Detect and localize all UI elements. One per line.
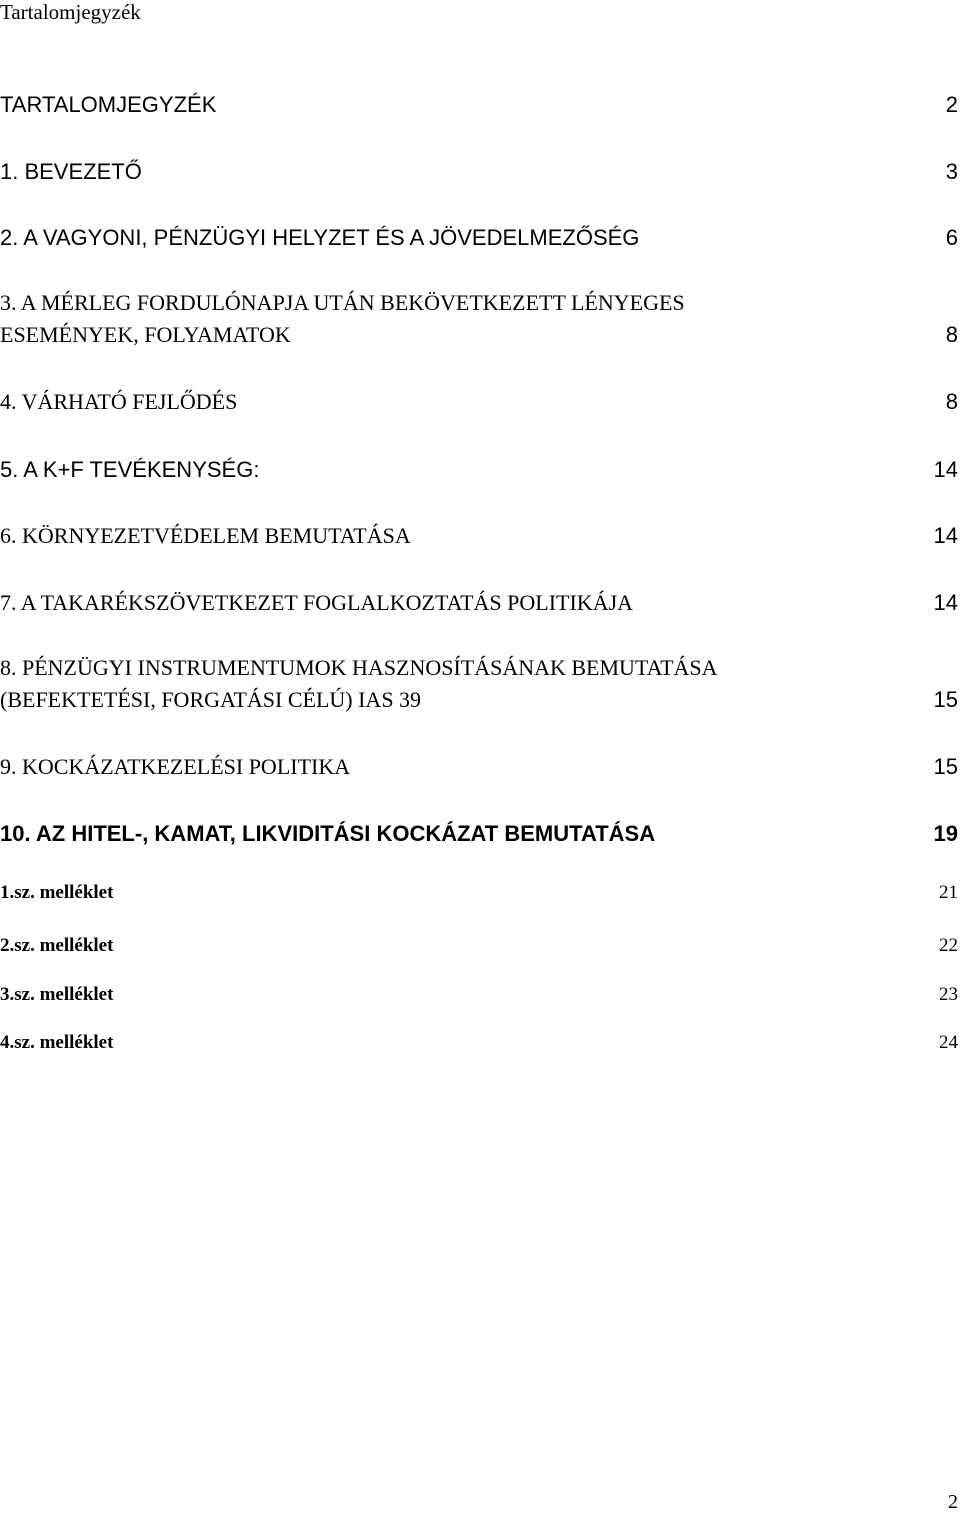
toc-entry-credit-risk[interactable] <box>0 815 960 847</box>
toc-entry-title: 4.sz. melléklet <box>0 1032 114 1053</box>
toc-entry-contents[interactable] <box>0 86 960 118</box>
toc-entry-page: 23 <box>939 984 958 1005</box>
toc-entry-page: 3 <box>945 159 958 184</box>
toc-entry-page: 8 <box>945 322 958 347</box>
toc-entry-appendix-1[interactable] <box>0 872 960 904</box>
toc-entry-page: 15 <box>933 754 958 779</box>
toc-entry-page: 14 <box>933 523 958 548</box>
toc-entry-title: 2. A VAGYONI, PÉNZÜGYI HELYZET ÉS A JÖVEDELMEZŐSÉG <box>0 225 640 250</box>
page-header-title: Tartalomjegyzék <box>0 0 141 24</box>
toc-entry-title: 1. BEVEZETŐ <box>0 159 142 184</box>
toc-entry-title: 7. A TAKARÉKSZÖVETKEZET FOGLALKOZTATÁS POLITIKÁJA <box>0 590 634 615</box>
toc-entry-introduction[interactable] <box>0 153 960 185</box>
toc-entry-title: 2.sz. melléklet <box>0 935 114 956</box>
toc-entry-risk-management[interactable] <box>0 748 960 780</box>
toc-entry-title-line1: 8. PÉNZÜGYI INSTRUMENTUMOK HASZNOSÍTÁSÁNAK BEMUTATÁSA <box>0 655 718 680</box>
toc-entry-page: 24 <box>939 1032 958 1053</box>
toc-entry-financial-instruments[interactable] <box>0 651 960 713</box>
toc-entry-rd-activity[interactable] <box>0 451 960 483</box>
toc-entry-title-line2: (BEFEKTETÉSI, FORGATÁSI CÉLÚ) IAS 39 <box>0 687 422 712</box>
toc-entry-page: 2 <box>945 92 958 117</box>
toc-entry-title-line2: ESEMÉNYEK, FOLYAMATOK <box>0 322 291 347</box>
toc-entry-page: 22 <box>939 935 958 956</box>
toc-entry-title: 5. A K+F TEVÉKENYSÉG: <box>0 457 260 482</box>
toc-entry-page: 14 <box>933 457 958 482</box>
toc-entry-appendix-2[interactable] <box>0 925 960 957</box>
toc-entry-title: 1.sz. melléklet <box>0 882 114 903</box>
toc-entry-title-line1: 3. A MÉRLEG FORDULÓNAPJA UTÁN BEKÖVETKEZETT LÉNYEGES <box>0 290 685 315</box>
toc-entry-appendix-3[interactable] <box>0 974 960 1006</box>
page-number: 2 <box>948 1491 958 1513</box>
toc-entry-environment[interactable] <box>0 517 960 549</box>
toc-entry-expected-development[interactable] <box>0 383 960 415</box>
toc-entry-title: TARTALOMJEGYZÉK <box>0 92 217 117</box>
toc-entry-page: 21 <box>939 882 958 903</box>
toc-entry-title: 9. KOCKÁZATKEZELÉSI POLITIKA <box>0 754 351 779</box>
toc-entry-title: 6. KÖRNYEZETVÉDELEM BEMUTATÁSA <box>0 523 411 548</box>
toc-entry-financial-position[interactable] <box>0 219 960 251</box>
toc-entry-post-balance-events[interactable] <box>0 286 960 348</box>
toc-entry-page: 15 <box>933 687 958 712</box>
toc-entry-page: 8 <box>945 389 958 414</box>
toc-entry-page: 6 <box>945 225 958 250</box>
toc-entry-page: 19 <box>933 821 958 846</box>
toc-entry-page: 14 <box>933 590 958 615</box>
toc-entry-appendix-4[interactable] <box>0 1022 960 1054</box>
toc-entry-title: 10. AZ HITEL-, KAMAT, LIKVIDITÁSI KOCKÁZAT BEMUTATÁSA <box>0 821 656 846</box>
toc-entry-title: 3.sz. melléklet <box>0 984 114 1005</box>
toc-entry-employment-policy[interactable] <box>0 584 960 616</box>
toc-entry-title: 4. VÁRHATÓ FEJLŐDÉS <box>0 389 238 414</box>
